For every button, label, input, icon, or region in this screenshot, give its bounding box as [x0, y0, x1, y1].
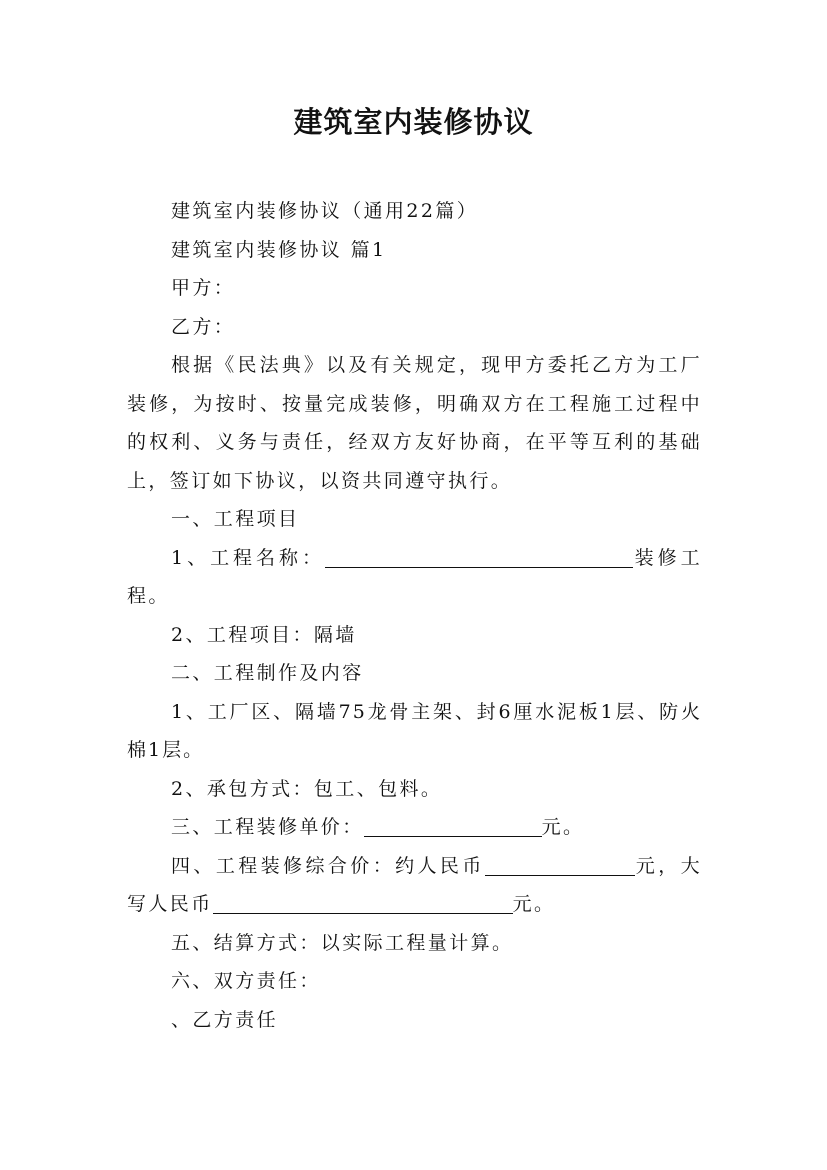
total-price-label: 四、工程装修综合价：约人民币 [171, 854, 485, 877]
project-name-blank [325, 545, 633, 568]
total-price-blank [485, 853, 635, 876]
paragraph-party-a: 甲方： [171, 277, 236, 299]
paragraph-subtitle: 建筑室内装修协议（通用22篇） [171, 200, 479, 222]
total-price-uppercase-blank [213, 891, 513, 914]
total-price-mid: 元，大写人民币 [127, 854, 702, 915]
paragraph-responsibilities: 六、双方责任： [171, 970, 321, 992]
document-title: 建筑室内装修协议 [293, 105, 534, 139]
paragraph-contract-type: 2、承包方式：包工、包料。 [171, 777, 443, 800]
paragraph-party-b: 乙方： [171, 315, 236, 338]
unit-price-blank [364, 814, 542, 837]
unit-price-label: 三、工程装修单价： [171, 816, 364, 838]
unit-price-suffix: 元。 [541, 816, 585, 838]
project-name-suffix: 装修工程。 [127, 546, 703, 607]
total-price-suffix: 元。 [512, 893, 556, 915]
paragraph-total-price [127, 847, 702, 924]
paragraph-section-one: 一、工程项目 [171, 508, 300, 530]
paragraph-settlement: 五、结算方式：以实际工程量计算。 [171, 931, 514, 954]
paragraph-project-name [127, 539, 702, 616]
project-name-label: 1、工程名称： [171, 546, 326, 569]
paragraph-section-two: 二、工程制作及内容 [171, 662, 364, 684]
document-body [127, 192, 702, 1039]
paragraph-unit-price [127, 808, 702, 847]
paragraph-article-heading: 建筑室内装修协议 篇1 [171, 238, 387, 261]
paragraph-preamble: 根据《民法典》以及有关规定，现甲方委托乙方为工厂装修，为按时、按量完成装修，明确双方在工程施工过程中的权利、义务与责任，经双方友好协商，在平等互利的基础上，签订如下协议，以资共同遵守执行。 [127, 354, 702, 492]
paragraph-project-item: 2、工程项目：隔墙 [171, 623, 357, 646]
paragraph-party-b-responsibility: 、乙方责任 [171, 1008, 279, 1031]
paragraph-factory-item: 1、工厂区、隔墙75龙骨主架、封6厘水泥板1层、防火棉1层。 [127, 700, 702, 761]
